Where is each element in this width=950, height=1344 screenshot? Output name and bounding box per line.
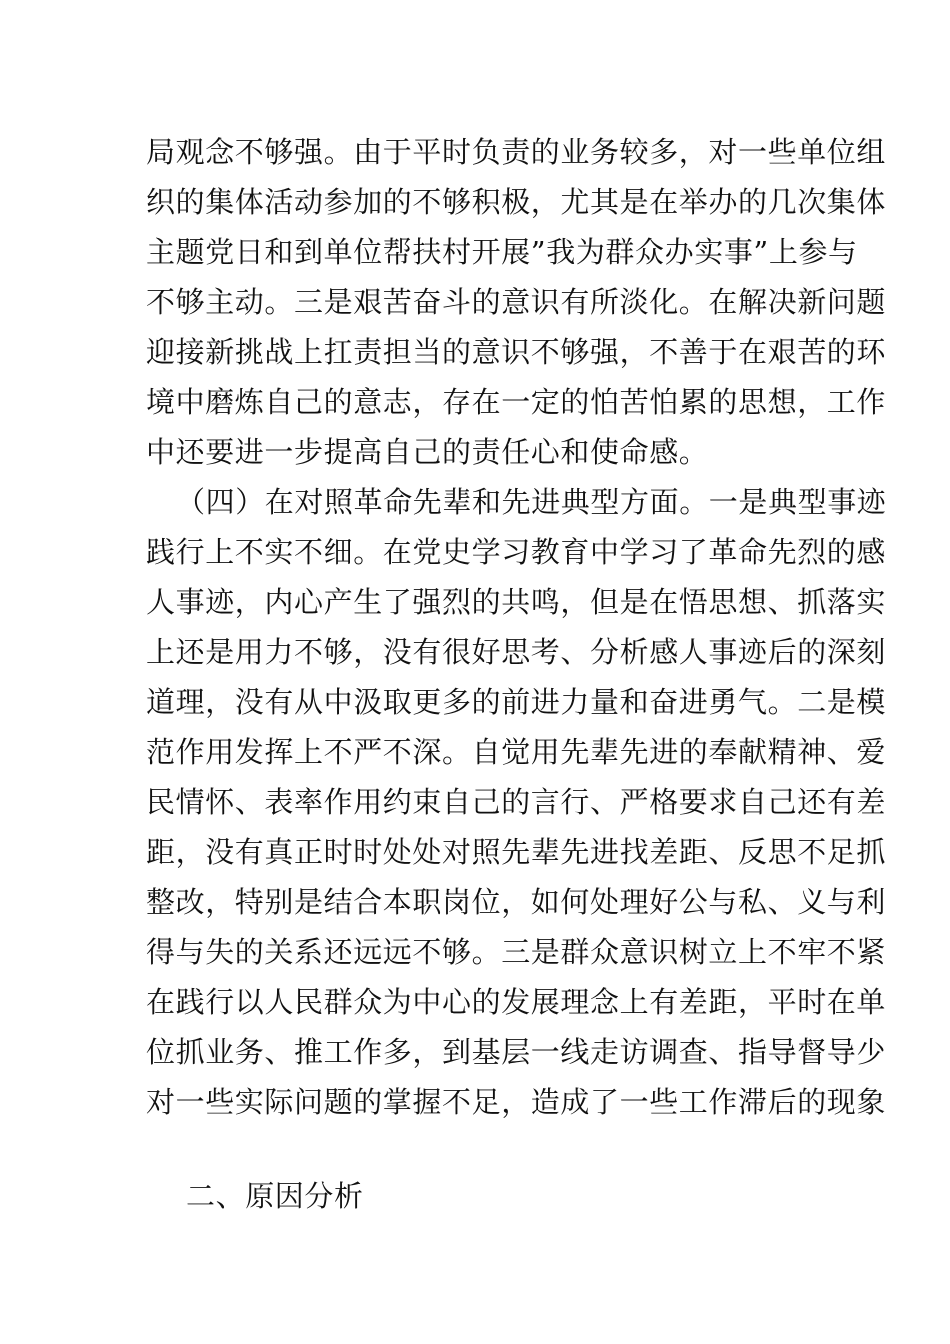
text-line: 不够主动。三是艰苦奋斗的意识有所淡化。在解决新问题 [146, 285, 887, 319]
text-line: 整改，特别是结合本职岗位，如何处理好公与私、义与利 [146, 885, 887, 919]
text-line: 中还要进一步提高自己的责任心和使命感。 [146, 435, 709, 469]
text-line: 主题党日和到单位帮扶村开展”我为群众办实事”上参与 [146, 235, 858, 269]
text-line: 上还是用力不够，没有很好思考、分析感人事迹后的深刻 [146, 635, 887, 669]
text-line: 距，没有真正时时处处对照先辈先进找差距、反思不足抓 [146, 835, 887, 869]
text-line: 得与失的关系还远远不够。三是群众意识树立上不牢不紧 [146, 935, 887, 969]
text-line: 践行上不实不细。在党史学习教育中学习了革命先烈的感 [146, 535, 887, 569]
text-line: 对一些实际问题的掌握不足，造成了一些工作滞后的现象 [146, 1085, 887, 1119]
text-line: 境中磨炼自己的意志，存在一定的怕苦怕累的思想，工作 [146, 385, 887, 419]
text-line: 局观念不够强。由于平时负责的业务较多，对一些单位组 [146, 135, 887, 169]
text-line: 人事迹，内心产生了强烈的共鸣，但是在悟思想、抓落实 [146, 585, 887, 619]
section-heading: 二、原因分析 [186, 1179, 364, 1213]
text-line: 民情怀、表率作用约束自己的言行、严格要求自己还有差 [146, 785, 887, 819]
text-line: 迎接新挑战上扛责担当的意识不够强，不善于在艰苦的环 [146, 335, 887, 369]
text-line: 道理，没有从中汲取更多的前进力量和奋进勇气。二是模 [146, 685, 887, 719]
text-line: 织的集体活动参加的不够积极，尤其是在举办的几次集体 [146, 185, 887, 219]
text-line: 位抓业务、推工作多，到基层一线走访调查、指导督导少 [146, 1035, 887, 1069]
text-line: 范作用发挥上不严不深。自觉用先辈先进的奉献精神、爱 [146, 735, 887, 769]
text-line: 在践行以人民群众为中心的发展理念上有差距，平时在单 [146, 985, 887, 1019]
text-line: （四）在对照革命先辈和先进典型方面。一是典型事迹 [176, 485, 887, 519]
